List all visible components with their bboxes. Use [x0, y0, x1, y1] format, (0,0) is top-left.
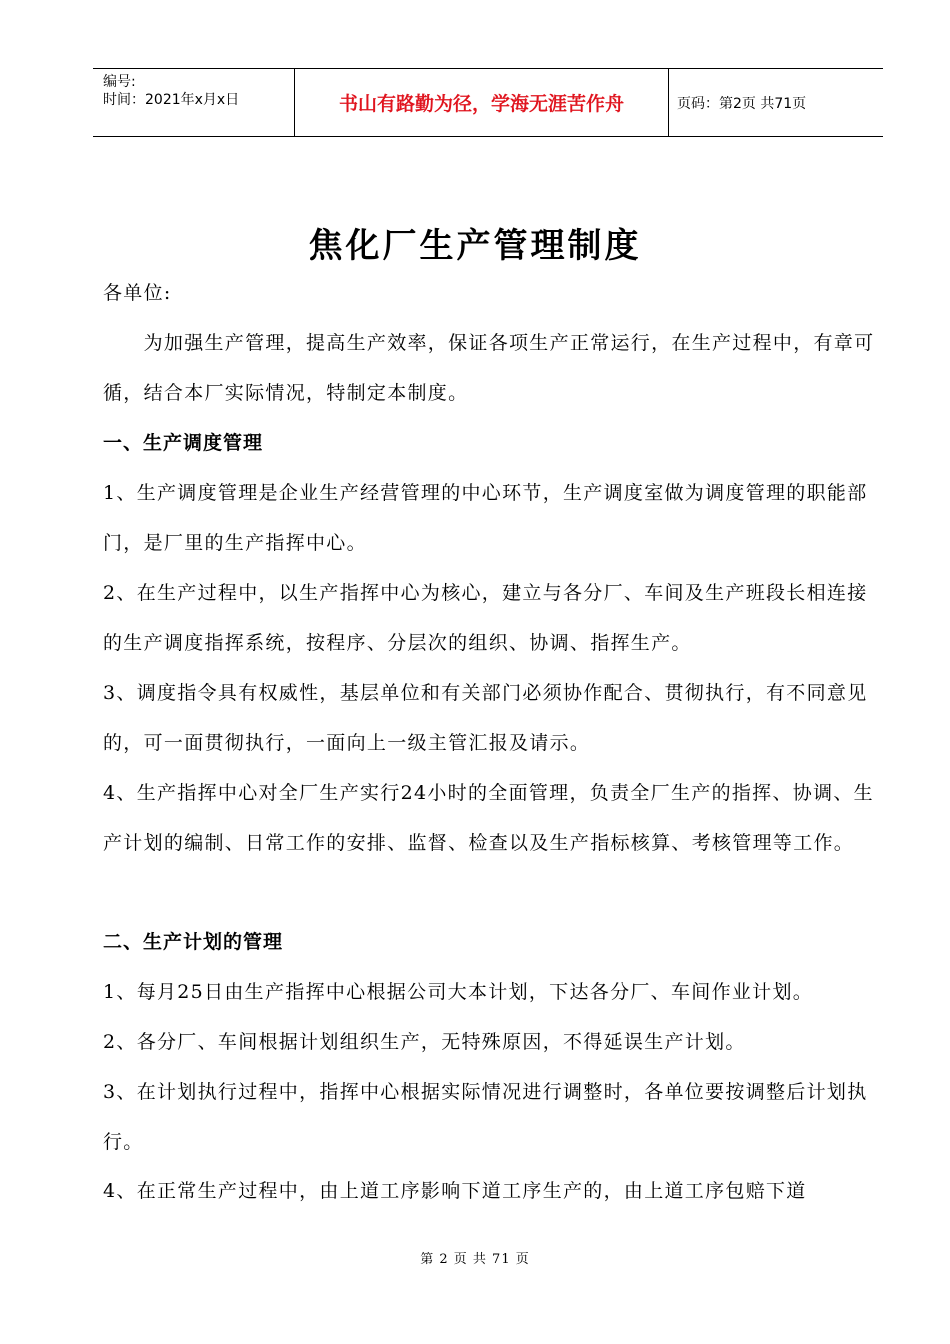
paragraph-2-3: 3、在计划执行过程中，指挥中心根据实际情况进行调整时，各单位要按调整后计划执行。 [103, 1081, 868, 1153]
paragraph-2-2: 2、各分厂、车间根据计划组织生产，无特殊原因，不得延误生产计划。 [103, 1031, 746, 1053]
section-heading-1: 一、生产调度管理 [103, 432, 264, 454]
intro-paragraph: 为加强生产管理，提高生产效率，保证各项生产正常运行，在生产过程中，有章可循，结合本厂实际情况，特制定本制度。 [103, 332, 875, 404]
paragraph-1-3: 3、调度指令具有权威性，基层单位和有关部门必须协作配合、贯彻执行，有不同意见的，可一面贯彻执行，一面向上一级主管汇报及请示。 [103, 682, 868, 754]
section-heading-2: 二、生产计划的管理 [103, 931, 284, 953]
document-title: 焦化厂生产管理制度 [308, 226, 642, 266]
paragraph-1-2: 2、在生产过程中，以生产指挥中心为核心，建立与各分厂、车间及生产班段长相连接的生产调度指挥系统，按程序、分层次的组织、协调、指挥生产。 [103, 582, 868, 654]
paragraph-2-4: 4、在正常生产过程中，由上道工序影响下道工序生产的，由上道工序包赔下道 [103, 1180, 807, 1202]
header-page-info: 页码：第2页 共71页 [677, 95, 807, 112]
paragraph-1-1: 1、生产调度管理是企业生产经营管理的中心环节，生产调度室做为调度管理的职能部门，是厂里的生产指挥中心。 [103, 482, 868, 554]
paragraph-2-1: 1、每月25日由生产指挥中心根据公司大本计划，下达各分厂、车间作业计划。 [103, 981, 814, 1003]
header-motto: 书山有路勤为径，学海无涯苦作舟 [294, 69, 669, 136]
header-table [93, 68, 883, 137]
header-meta [93, 69, 294, 136]
page-footer: 第 2 页 共 71 页 [420, 1252, 530, 1267]
salutation: 各单位: [103, 282, 172, 304]
time-label: 时间：2021年x月x日 [103, 92, 240, 108]
paragraph-1-4: 4、生产指挥中心对全厂生产实行24小时的全面管理，负责全厂生产的指挥、协调、生产计划的编制、日常工作的安排、监督、检查以及生产指标核算、考核管理等工作。 [103, 782, 874, 854]
serial-label: 编号: [103, 74, 136, 90]
